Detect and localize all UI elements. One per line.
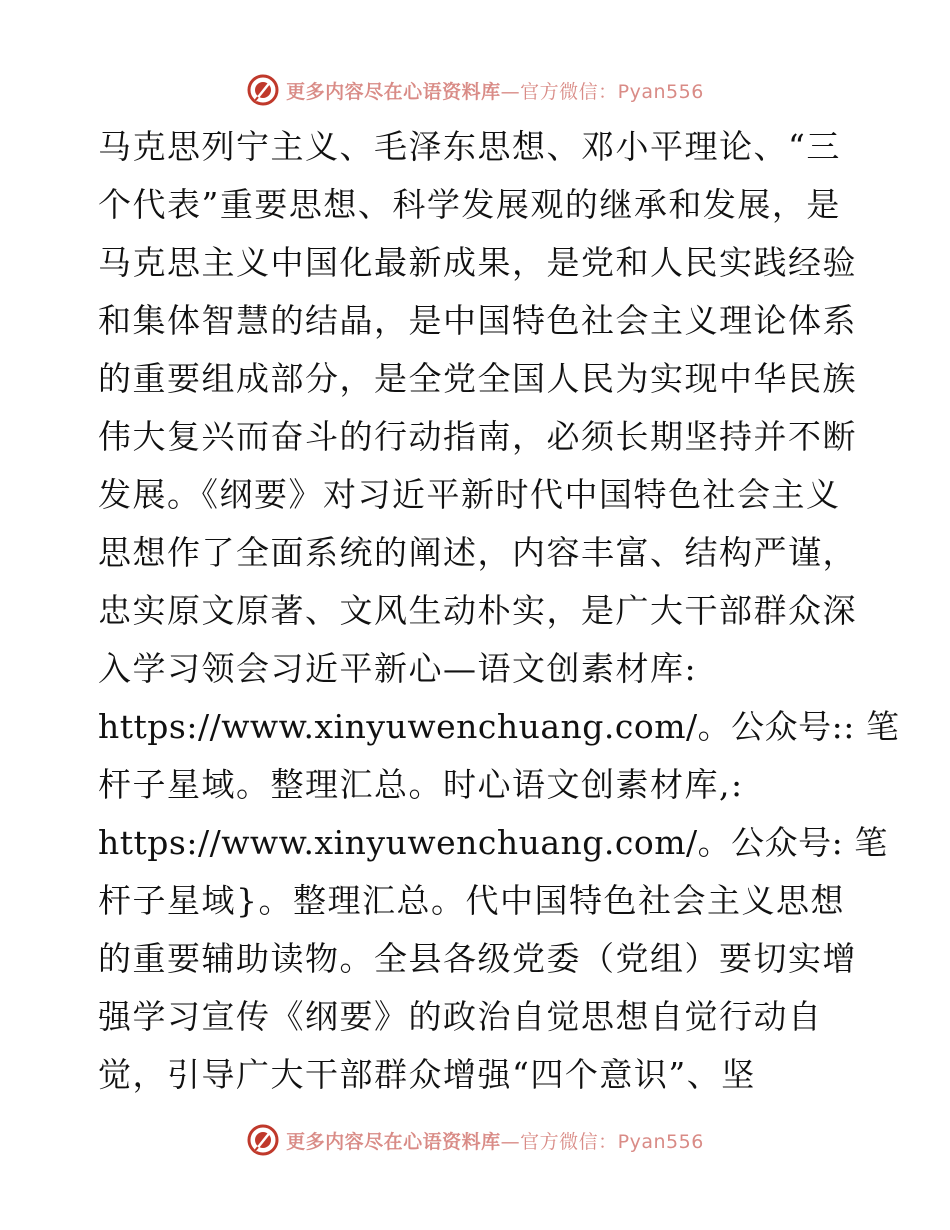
- quill-seal-icon: [246, 1123, 280, 1157]
- header-wechat-text: 官方微信：Pyan556: [520, 80, 704, 103]
- header-site-text: 更多内容尽在心语资料库: [286, 80, 501, 103]
- body-line-7: 发展。《纲要》对习近平新时代中国特色社会主义: [98, 475, 841, 514]
- body-line-1: 马克思列宁主义、毛泽东思想、邓小平理论、“三: [98, 127, 841, 166]
- footer-site-text: 更多内容尽在心语资料库: [286, 1130, 501, 1153]
- body-line-16: 强学习宣传《纲要》的政治自觉思想自觉行动自: [98, 997, 823, 1036]
- body-line-3: 马克思主义中国化最新成果，是党和人民实践经验: [98, 243, 857, 282]
- footer-wechat-text: 官方微信：Pyan556: [520, 1130, 704, 1153]
- body-line-15: 的重要辅助读物。全县各级党委（党组）要切实增: [98, 939, 857, 978]
- body-line-13: https://www.xinyuwenchuang.com/。公众号: 笔: [98, 823, 888, 862]
- body-line-9: 忠实原文原著、文风生动朴实，是广大干部群众深: [98, 591, 857, 630]
- header-banner: [0, 70, 950, 110]
- body-line-8: 思想作了全面系统的阐述，内容丰富、结构严谨，: [98, 533, 857, 572]
- header-banner-text: [286, 77, 704, 104]
- body-line-14: 杆子星域}。整理汇总。代中国特色社会主义思想: [98, 881, 845, 920]
- footer-dash: —: [500, 1130, 521, 1153]
- body-line-5: 的重要组成部分，是全党全国人民为实现中华民族: [98, 359, 857, 398]
- body-line-10: 入学习领会习近平新心—语文创素材库:: [98, 649, 698, 688]
- body-line-6: 伟大复兴而奋斗的行动指南，必须长期坚持并不断: [98, 417, 857, 456]
- footer-banner-text: [286, 1127, 704, 1154]
- body-line-17: 觉，引导广大干部群众增强“四个意识”、坚: [98, 1055, 756, 1094]
- body-line-12: 杆子星域。整理汇总。时心语文创素材库,:: [98, 765, 744, 804]
- footer-banner: [0, 1120, 950, 1160]
- body-line-2: 个代表”重要思想、科学发展观的继承和发展，是: [98, 185, 841, 224]
- header-dash: —: [500, 80, 521, 103]
- body-line-4: 和集体智慧的结晶，是中国特色社会主义理论体系: [98, 301, 857, 340]
- quill-seal-icon: [246, 73, 280, 107]
- document-body: [98, 118, 900, 1104]
- body-line-11: https://www.xinyuwenchuang.com/。公众号:: 笔: [98, 707, 900, 746]
